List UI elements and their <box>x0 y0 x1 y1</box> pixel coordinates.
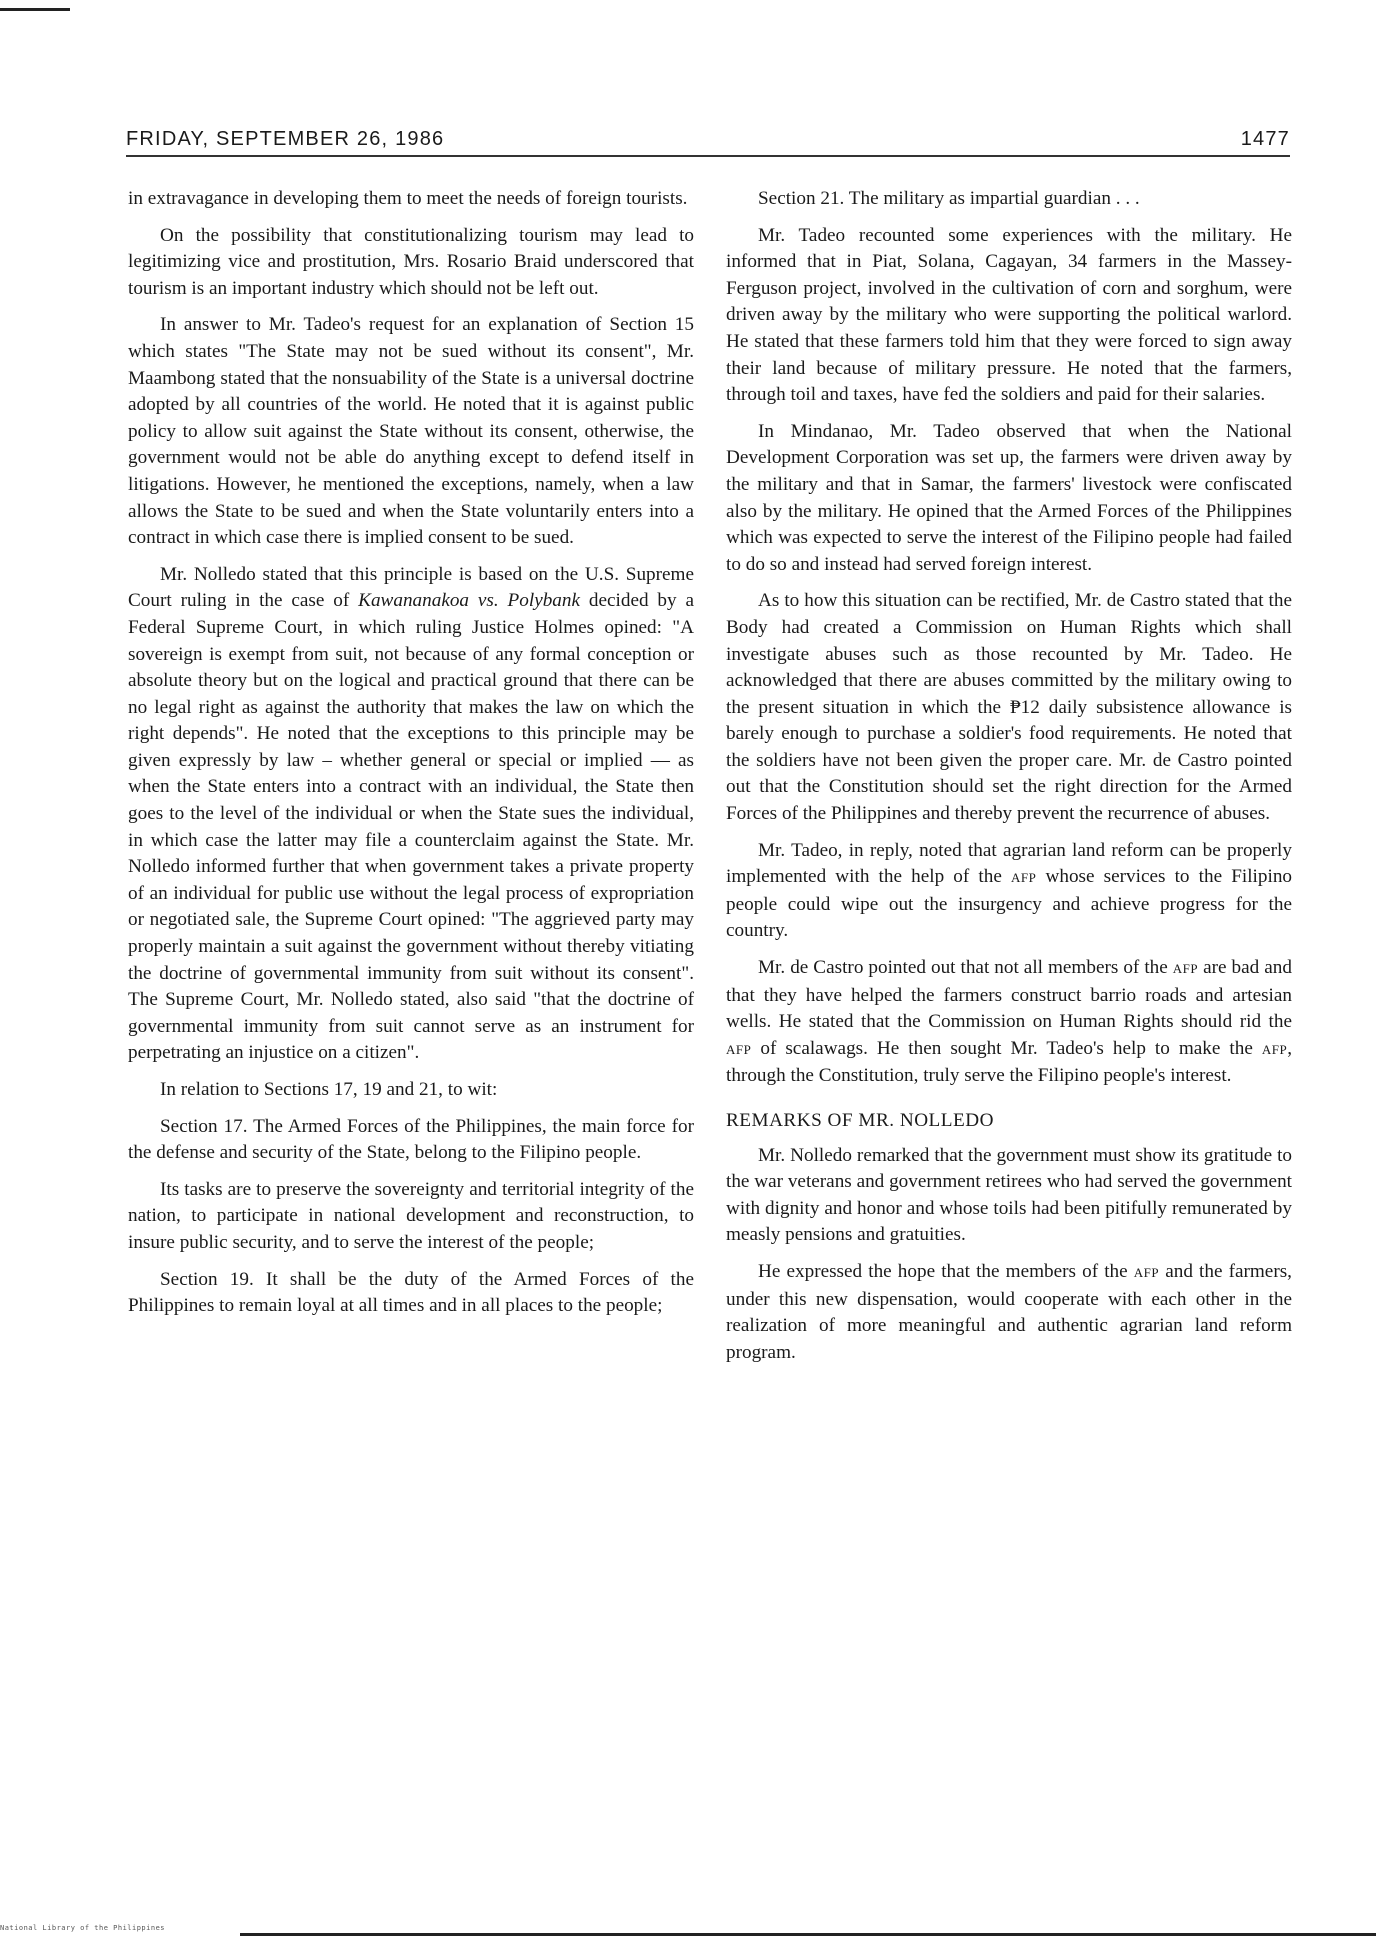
bottom-rule <box>240 1933 1376 1936</box>
top-rule <box>0 8 70 11</box>
text-run: Mr. de Castro pointed out that not all members of the <box>758 957 1173 979</box>
case-name: Kawananakoa vs. Polybank <box>358 590 581 612</box>
quoted-section: Section 21. The military as impartial guardian . . . <box>758 188 1140 209</box>
text-run: decided by a Federal Supreme Court, in which ruling Justice Holmes opined: "A sovereign is exempt from suit, not because of any formal conception or absolute theory but on the logical and practical ground that there can be no legal right as against the authority that makes the law on which the right depends". He noted that the exceptions to this principle may be given expressly by law – whether general or special or implied — as when the State enters into a contract with an individual, the State then goes to the level of the individual or when the State sues the individual, in which case the latter may file a counterclaim against the State. Mr. Nolledo informed further that when government takes a private property of an individual for public use without the legal process of expropriation or negotiated sale, the Supreme Court opined: "The aggrieved party may properly maintain a suit against the government without thereby vitiating the doctrine of governmental immunity from suit without its consent". The Supreme Court, Mr. Nolledo stated, also said "that the doctrine of governmental immunity from suit cannot serve as an instrument for perpetrating an injustice on a citizen". <box>128 590 695 1064</box>
acronym: AFP <box>1133 1264 1160 1280</box>
quoted-section: Section 17. The Armed Forces of the Philippines, the main force for the defense and security of the State, belong to the Filipino people. <box>128 1115 694 1164</box>
acronym: AFP <box>1172 961 1199 977</box>
paragraph <box>726 838 1292 945</box>
text-run: are bad and that they have helped the farmers construct barrio roads and artesian wells. He stated that the Commission on Human Rights should rid the <box>726 957 1292 1033</box>
text-run: whose services to the Filipino people could wipe out the insurgency and achieve progress for the country. <box>726 866 1293 942</box>
section-heading: REMARKS OF MR. NOLLEDO <box>726 1110 994 1131</box>
page-number: 1477 <box>1240 128 1290 150</box>
quoted-section: Its tasks are to preserve the sovereignty and territorial integrity of the nation, to participate in national development and reconstruction, to insure public security, and to serve the interest of the people; <box>128 1178 694 1253</box>
paragraph <box>128 562 694 1067</box>
header-date: FRIDAY, SEPTEMBER 26, 1986 <box>126 128 445 150</box>
quoted-section: Section 19. It shall be the duty of the Armed Forces of the Philippines to remain loyal at all times and in all places to the people; <box>128 1268 694 1317</box>
text-run: Mr. Nolledo stated that this principle is based on the U.S. Supreme Court ruling in the case of <box>128 563 694 612</box>
paragraph: Mr. Nolledo remarked that the government must show its gratitude to the war veterans and government retirees who had served the government with dignity and honor and whose toils had been pitifully remunerated by measly pensions and gratuities. <box>726 1144 1292 1246</box>
text-run: Mr. Tadeo, in reply, noted that agrarian land reform can be properly implemented with the help of the <box>726 839 1292 888</box>
paragraph: in extravagance in developing them to meet the needs of foreign tourists. <box>128 188 688 209</box>
acronym: AFP <box>1261 1041 1288 1057</box>
library-stamp: National Library of the Philippines <box>0 1924 166 1932</box>
text-run: , through the Constitution, truly serve the Filipino people's interest. <box>726 1037 1292 1087</box>
left-column <box>128 186 694 1330</box>
acronym: AFP <box>1011 870 1037 886</box>
paragraph: Mr. Tadeo recounted some experiences with the military. He informed that in Piat, Solana, Cagayan, 34 farmers in the Massey-Ferguson project, involved in the cultivation of corn and sorghum, were driven away by the military who were supporting the political warlord. He stated that these farmers told him that they were forced to sign away their land because of military pressure. He noted that the farmers, through toil and taxes, have fed the soldiers and paid for their salaries. <box>726 224 1292 406</box>
text-run: and the farmers, under this new dispensation, would cooperate with each other in the realization of more meaningful and authentic agrarian land reform program. <box>726 1260 1292 1363</box>
paragraph <box>726 955 1292 1090</box>
right-column <box>726 186 1292 1376</box>
paragraph: As to how this situation can be rectified, Mr. de Castro stated that the Body had created a Commission on Human Rights which shall investigate abuses such as those recounted by Mr. Tadeo. He acknowledged that there are abuses committed by the military owing to the present situation in which the ₱12 daily subsistence allowance is barely enough to purchase a soldier's food requirements. He noted that the soldiers have not been given the proper care. Mr. de Castro pointed out that the Constitution should set the right direction for the Armed Forces of the Philippines and thereby prevent the recurrence of abuses. <box>726 590 1292 825</box>
paragraph: In relation to Sections 17, 19 and 21, to wit: <box>160 1079 498 1100</box>
text-run: He expressed the hope that the members of the <box>758 1260 1134 1282</box>
text-run: of scalawags. He then sought Mr. Tadeo's help to make the <box>751 1037 1262 1059</box>
page-header <box>126 128 1290 157</box>
paragraph <box>726 1259 1292 1366</box>
paragraph: On the possibility that constitutionalizing tourism may lead to legitimizing vice and prostitution, Mrs. Rosario Braid underscored that tourism is an important industry which should not be left out. <box>128 224 694 299</box>
paragraph: In Mindanao, Mr. Tadeo observed that when the National Development Corporation was set up, the farmers were driven away by the military and that in Samar, the farmers' livestock were confiscated also by the military. He opined that the Armed Forces of the Philippines which was expected to serve the interest of the Filipino people had failed to do so and instead had served foreign interest. <box>726 420 1292 575</box>
acronym: AFP <box>726 1041 752 1057</box>
paragraph: In answer to Mr. Tadeo's request for an explanation of Section 15 which states "The State may not be sued without its consent", Mr. Maambong stated that the nonsuability of the State is a universal doctrine adopted by all countries of the world. He noted that it is against public policy to allow suit against the State without its consent, otherwise, the government would not be able do anything except to defend itself in litigations. However, he mentioned the exceptions, namely, when a law allows the State to be sued and when the State voluntarily enters into a contract in which case there is implied consent to be sued. <box>128 314 694 549</box>
